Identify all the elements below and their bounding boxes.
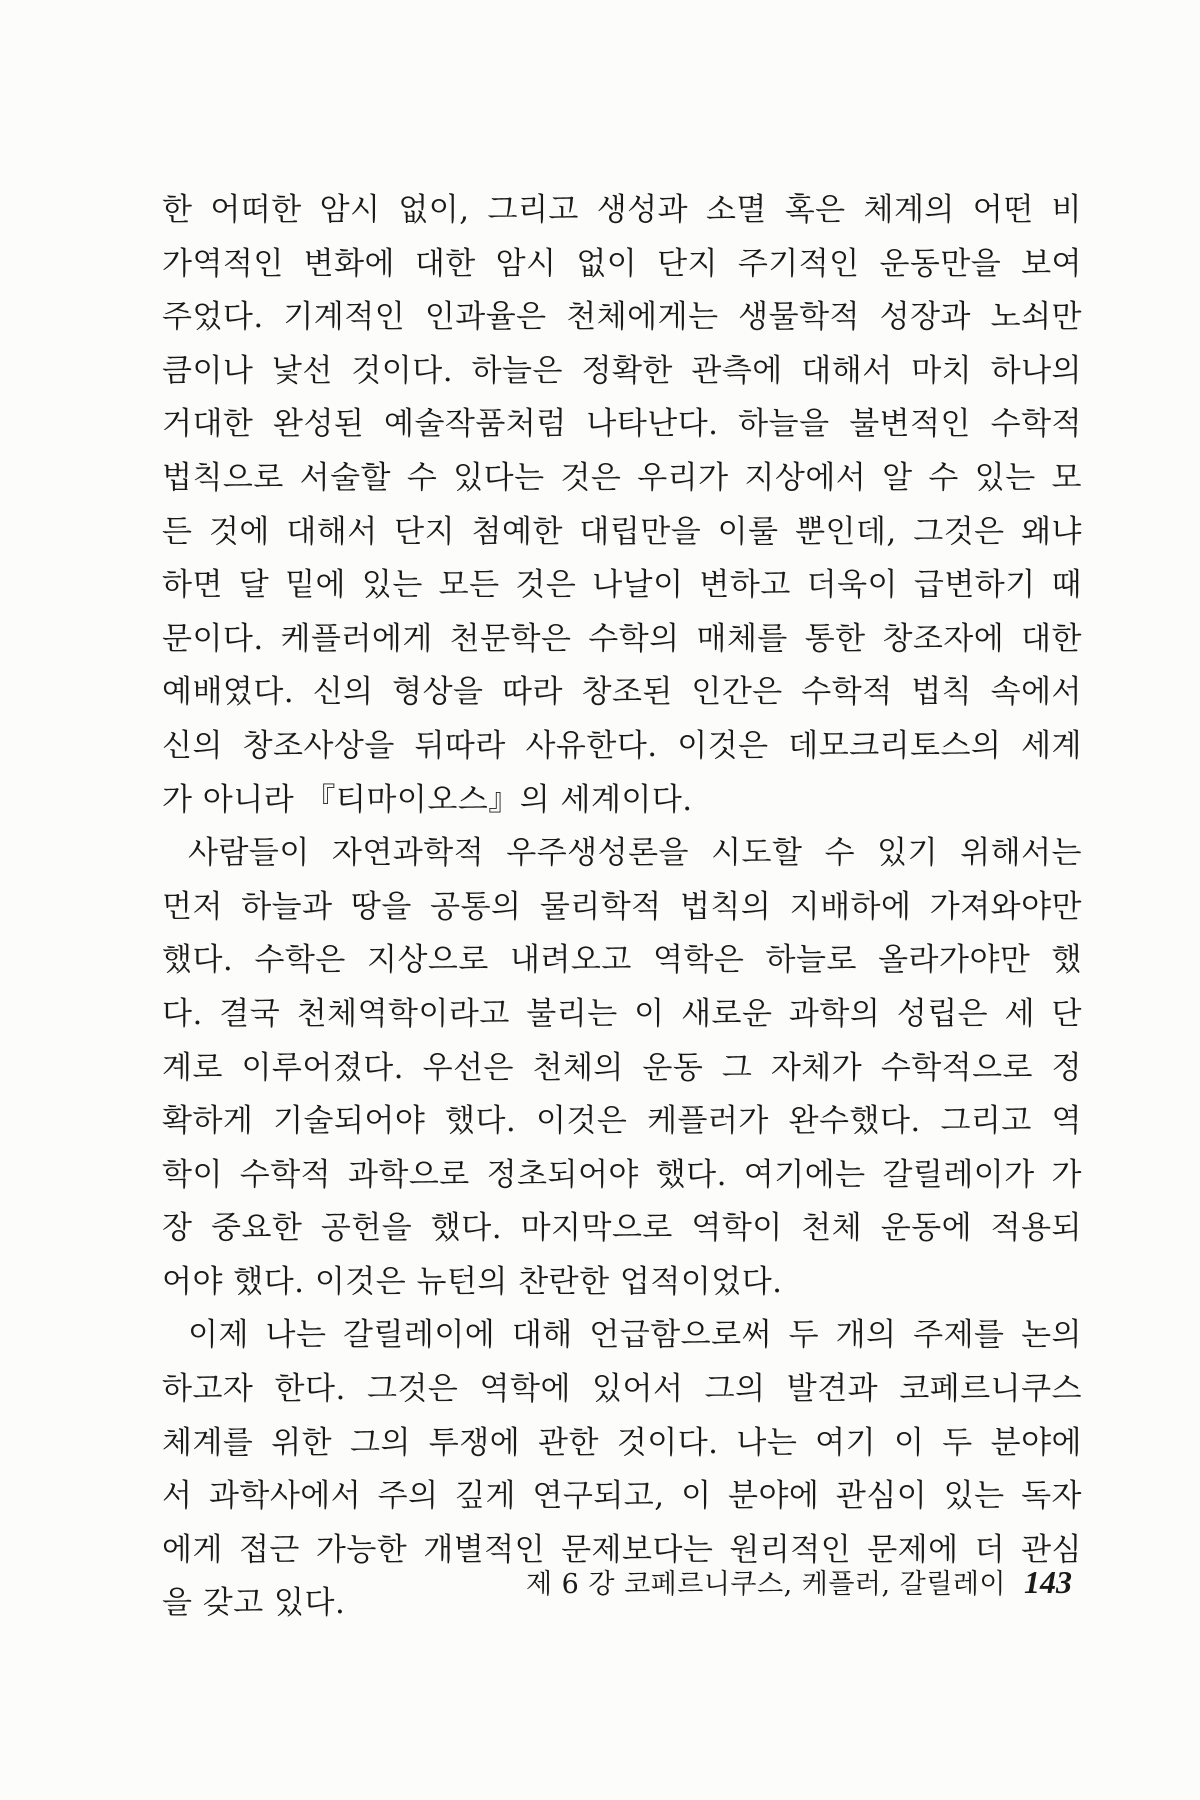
text-line: 장 중요한 공헌을 했다. 마지막으로 역학이 천체 운동에 적용되 [162, 1210, 1082, 1247]
text-line: 확하게 기술되어야 했다. 이것은 케플러가 완수했다. 그리고 역 [162, 1103, 1082, 1140]
body-text [162, 184, 1082, 1631]
text-line: 이제 나는 갈릴레이에 대해 언급함으로써 두 개의 주제를 논의 [188, 1317, 1082, 1354]
footer-chapter-title: 제 6 강 코페르니쿠스, 케플러, 갈릴레이 [526, 1569, 1006, 1600]
text-line: 든 것에 대해서 단지 첨예한 대립만을 이룰 뿐인데, 그것은 왜냐 [162, 513, 1082, 550]
text-line: 하면 달 밑에 있는 모든 것은 나날이 변하고 더욱이 급변하기 때 [162, 567, 1082, 604]
text-line: 예배였다. 신의 형상을 따라 창조된 인간은 수학적 법칙 속에서 [162, 674, 1082, 711]
running-footer [526, 1562, 1072, 1601]
text-line: 거대한 완성된 예술작품처럼 나타난다. 하늘을 불변적인 수학적 [162, 406, 1082, 443]
text-line: 했다. 수학은 지상으로 내려오고 역학은 하늘로 올라가야만 했 [162, 942, 1082, 979]
text-line: 가역적인 변화에 대한 암시 없이 단지 주기적인 운동만을 보여 [162, 245, 1082, 282]
text-line: 을 갖고 있다. [162, 1585, 346, 1622]
text-line: 먼저 하늘과 땅을 공통의 물리학적 법칙의 지배하에 가져와야만 [162, 888, 1082, 925]
text-line: 학이 수학적 과학으로 정초되어야 했다. 여기에는 갈릴레이가 가 [162, 1156, 1082, 1193]
text-line: 큼이나 낯선 것이다. 하늘은 정확한 관측에 대해서 마치 하나의 [162, 352, 1082, 389]
text-line: 체계를 위한 그의 투쟁에 관한 것이다. 나는 여기 이 두 분야에 [162, 1424, 1082, 1461]
text-line: 문이다. 케플러에게 천문학은 수학의 매체를 통한 창조자에 대한 [162, 620, 1082, 657]
text-line: 신의 창조사상을 뒤따라 사유한다. 이것은 데모크리토스의 세계 [162, 727, 1082, 764]
text-line: 다. 결국 천체역학이라고 불리는 이 새로운 과학의 성립은 세 단 [162, 995, 1082, 1032]
text-line: 법칙으로 서술할 수 있다는 것은 우리가 지상에서 알 수 있는 모 [162, 459, 1082, 496]
page-number: 143 [1024, 1564, 1072, 1600]
paragraph [162, 184, 1082, 827]
paragraph [162, 827, 1082, 1309]
text-line: 사람들이 자연과학적 우주생성론을 시도할 수 있기 위해서는 [188, 835, 1082, 872]
text-line: 한 어떠한 암시 없이, 그리고 생성과 소멸 혹은 체계의 어떤 비 [162, 192, 1082, 228]
text-line: 하고자 한다. 그것은 역학에 있어서 그의 발견과 코페르니쿠스 [162, 1371, 1082, 1408]
text-line: 가 아니라 『티마이오스』의 세계이다. [162, 781, 693, 818]
text-line: 주었다. 기계적인 인과율은 천체에게는 생물학적 성장과 노쇠만 [162, 299, 1082, 336]
text-line: 에게 접근 가능한 개별적인 문제보다는 원리적인 문제에 더 관심 [162, 1531, 1082, 1568]
text-line: 계로 이루어졌다. 우선은 천체의 운동 그 자체가 수학적으로 정 [162, 1049, 1082, 1086]
text-line: 서 과학사에서 주의 깊게 연구되고, 이 분야에 관심이 있는 독자 [162, 1478, 1082, 1515]
text-line: 어야 했다. 이것은 뉴턴의 찬란한 업적이었다. [162, 1263, 783, 1300]
